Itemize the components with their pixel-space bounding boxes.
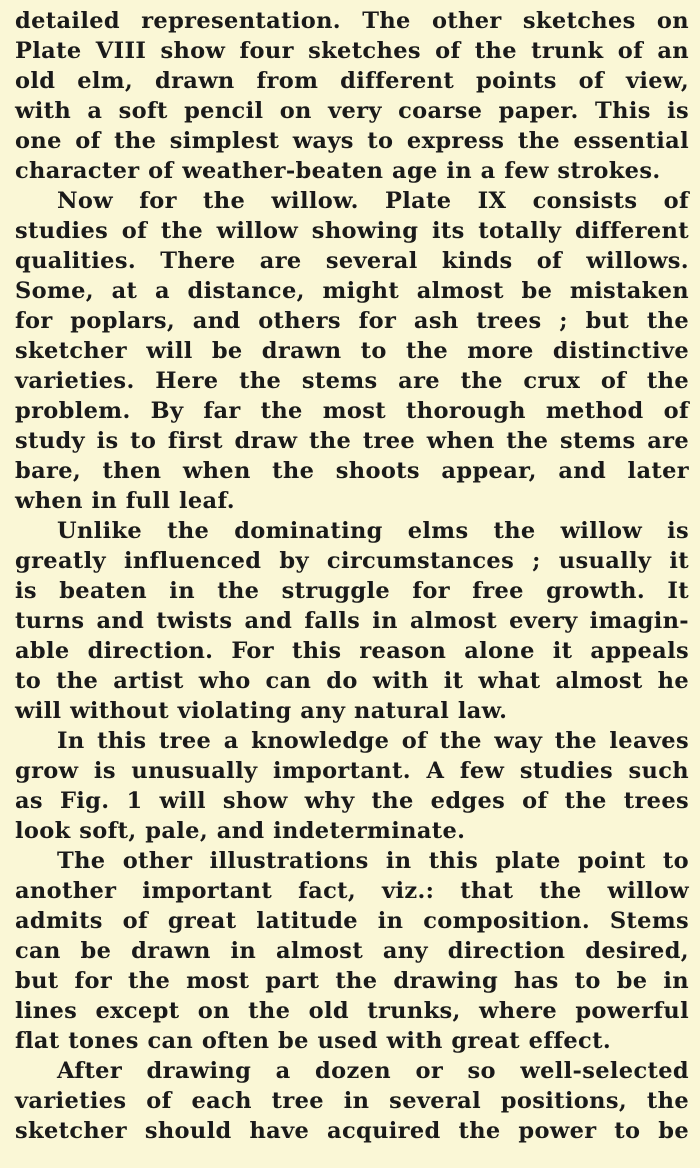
text-line: able direction. For this reason alone it appeals [15,638,689,664]
paragraph [15,726,689,846]
text-line: when in full leaf. [15,488,235,514]
body-text [15,6,689,1146]
text-line: another important fact, viz.: that the willow [15,878,689,904]
text-line: character of weather-beaten age in a few strokes. [15,158,661,184]
text-line: one of the simplest ways to express the essential [15,128,689,154]
paragraph [15,6,689,186]
paragraph [15,846,689,1056]
text-line: qualities. There are several kinds of willows. [15,248,689,274]
text-line: Unlike the dominating elms the willow is [57,518,689,544]
text-line: as Fig. 1 will show why the edges of the trees [15,788,689,814]
text-line: problem. By far the most thorough method of [15,398,689,424]
text-line: Now for the willow. Plate IX consists of [57,188,689,214]
text-line: greatly influenced by circumstances ; usually it [15,548,689,574]
text-line: with a soft pencil on very coarse paper. This is [15,98,689,124]
text-line: to the artist who can do with it what almost he [15,668,689,694]
text-line: for poplars, and others for ash trees ; but the [15,308,689,334]
paragraph [15,1056,689,1146]
text-line: turns and twists and falls in almost every imagin- [15,608,689,634]
text-line: will without violating any natural law. [15,698,508,724]
text-line: can be drawn in almost any direction desired, [15,938,689,964]
text-line: Some, at a distance, might almost be mistaken [15,278,689,304]
text-line: admits of great latitude in composition. Stems [15,908,689,934]
text-line: varieties of each tree in several positions, the [15,1088,689,1114]
text-line: is beaten in the struggle for free growth. It [15,578,689,604]
text-line: varieties. Here the stems are the crux of the [15,368,689,394]
text-line: grow is unusually important. A few studies such [15,758,689,784]
text-line: sketcher will be drawn to the more distinctive [15,338,689,364]
text-line: old elm, drawn from different points of view, [15,68,689,94]
text-line: lines except on the old trunks, where powerful [15,998,689,1024]
text-line: Plate VIII show four sketches of the trunk of an [15,38,689,64]
text-line: study is to first draw the tree when the stems are [15,428,689,454]
text-line: look soft, pale, and indeterminate. [15,818,466,844]
text-line: After drawing a dozen or so well-selected [57,1058,689,1084]
paragraph [15,186,689,516]
text-line: but for the most part the drawing has to be in [15,968,689,994]
text-line: sketcher should have acquired the power to be [15,1118,689,1144]
text-line: detailed representation. The other sketches on [15,8,689,34]
text-line: studies of the willow showing its totally different [15,218,689,244]
text-line: The other illustrations in this plate point to [57,848,689,874]
paragraph [15,516,689,726]
text-line: In this tree a knowledge of the way the leaves [57,728,689,754]
text-line: bare, then when the shoots appear, and later [15,458,689,484]
text-line: flat tones can often be used with great effect. [15,1028,612,1054]
